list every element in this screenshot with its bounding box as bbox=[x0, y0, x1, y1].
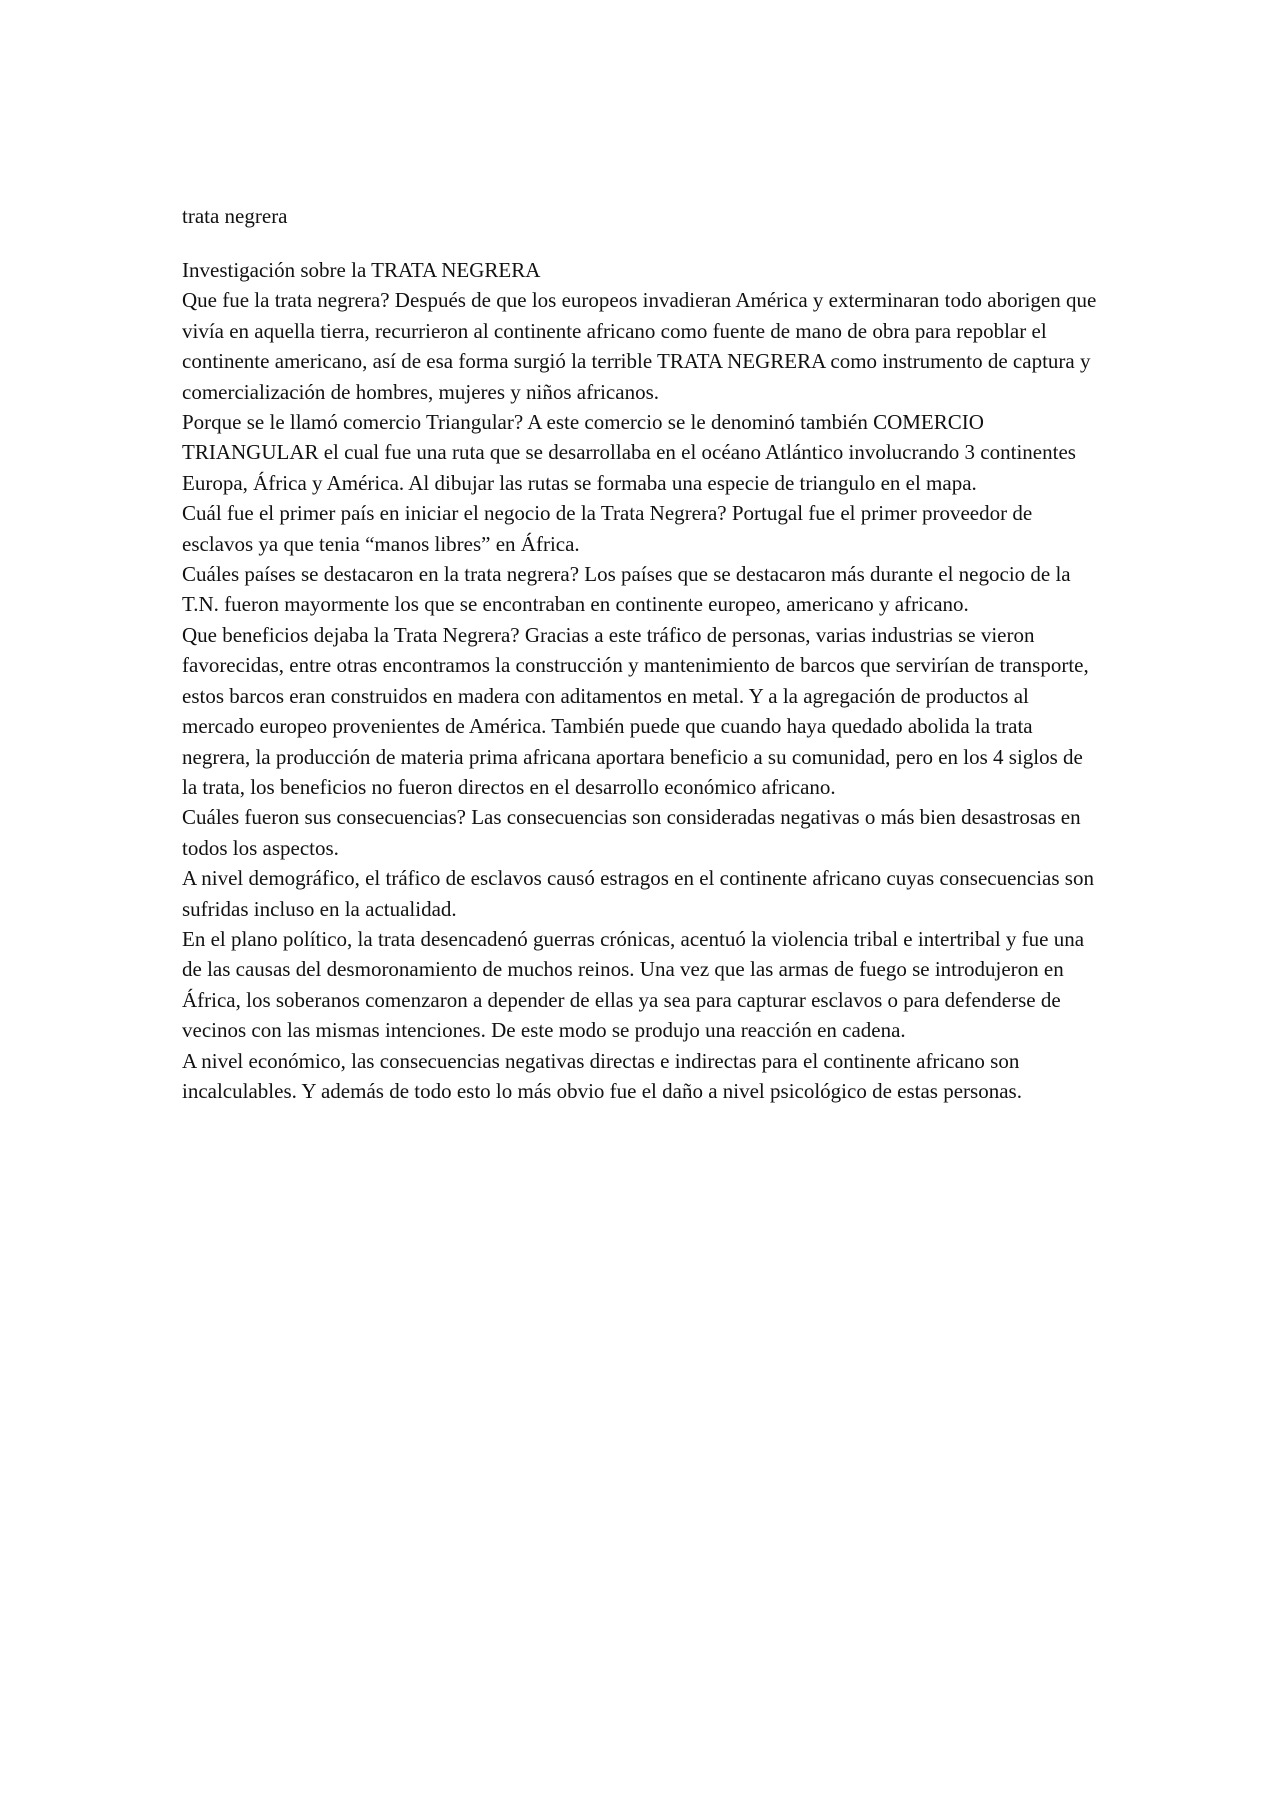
paragraph-economic: A nivel económico, las consecuencias negativas directas e indirectas para el continente africano son incalculables. Y además de todo esto lo más obvio fue el daño a nivel psicológico de estas personas. bbox=[182, 1048, 1022, 1103]
paragraph-countries: Cuáles países se destacaron en la trata negrera? Los países que se destacaron más durante el negocio de la T.N. fueron mayormente los que se encontraban en continente europeo, americano y africano. bbox=[182, 562, 1071, 617]
paragraph-heading: Investigación sobre la TRATA NEGRERA bbox=[182, 258, 541, 282]
paragraph-consequences: Cuáles fueron sus consecuencias? Las consecuencias son consideradas negativas o más bien desastrosas en todos los aspectos. bbox=[182, 805, 1081, 860]
paragraph-triangular-trade: Porque se le llamó comercio Triangular? A este comercio se le denominó también COMERCIO TRIANGULAR el cual fue una ruta que se desarrollaba en el océano Atlántico involucrando 3 continentes Europa, África y América. Al dibujar las rutas se formaba una especie de triangulo en el mapa. bbox=[182, 410, 1076, 495]
paragraph-definition: Que fue la trata negrera? Después de que los europeos invadieran América y exterminaran todo aborigen que vivía en aquella tierra, recurrieron al continente africano como fuente de mano de obra para repoblar el continente americano, así de esa forma surgió la terrible TRATA NEGRERA como instrumento de captura y comercialización de hombres, mujeres y niños africanos. bbox=[182, 288, 1097, 404]
paragraph-first-country: Cuál fue el primer país en iniciar el negocio de la Trata Negrera? Portugal fue el primer proveedor de esclavos ya que tenia “manos libres” en África. bbox=[182, 501, 1033, 556]
paragraph-benefits: Que beneficios dejaba la Trata Negrera? Gracias a este tráfico de personas, varias industrias se vieron favorecidas, entre otras encontramos la construcción y mantenimiento de barcos que servirían de transporte, estos barcos eran construidos en madera con aditamentos en metal. Y a la agregación de productos al mercado europeo provenientes de América. También puede que cuando haya quedado abolida la trata negrera, la producción de materia prima africana aportara beneficio a su comunidad, pero en los 4 siglos de la trata, los beneficios no fueron directos en el desarrollo económico africano. bbox=[182, 622, 1089, 799]
paragraph-political: En el plano político, la trata desencadenó guerras crónicas, acentuó la violencia tribal e intertribal y fue una de las causas del desmoronamiento de muchos reinos. Una vez que las armas de fuego se introdujeron en África, los soberanos comenzaron a depender de ellas ya sea para capturar esclavos o para defenderse de vecinos con las mismas intenciones. De este modo se produjo una reacción en cadena. bbox=[182, 926, 1085, 1043]
document-body bbox=[182, 255, 1102, 1106]
paragraph-demographic: A nivel demográfico, el tráfico de esclavos causó estragos en el continente africano cuyas consecuencias son sufridas incluso en la actualidad. bbox=[182, 866, 1094, 921]
document-title: trata negrera bbox=[182, 204, 288, 228]
